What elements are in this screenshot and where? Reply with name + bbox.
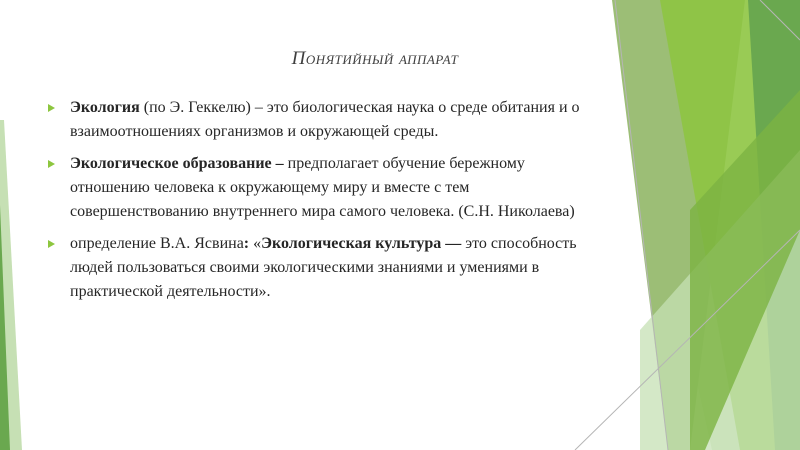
triangle-bullet-icon bbox=[48, 104, 55, 112]
definition-ecology-text: (по Э. Геккелю) – это биологическая наука о среде обитания и о взаимоотношениях организмов и окружающей среды. bbox=[70, 99, 580, 140]
definition-ecology bbox=[44, 96, 604, 144]
quote-open: « bbox=[249, 235, 262, 252]
definition-eco-education bbox=[44, 152, 604, 224]
triangle-bullet-icon bbox=[48, 240, 55, 248]
slide-title: Понятийный аппарат bbox=[291, 48, 459, 69]
definition-eco-culture-colon: : bbox=[243, 235, 250, 252]
term-eco-culture: Экологическая культура — bbox=[261, 235, 462, 252]
definition-list bbox=[44, 96, 604, 312]
term-eco-education: Экологическое образование – bbox=[70, 155, 284, 172]
definition-eco-culture bbox=[44, 232, 604, 304]
definition-eco-culture-text: это способность людей пользоваться своими экологическими знаниями и умениями в практической деятельности». bbox=[70, 235, 577, 300]
definition-eco-culture-prefix: определение В.А. Ясвина bbox=[70, 235, 244, 252]
term-ecology: Экология bbox=[70, 99, 140, 116]
triangle-bullet-icon bbox=[48, 160, 55, 168]
definition-eco-education-text: предполагает обучение бережному отношению человека к окружающему миру и вместе с тем совершенствованию внутреннего мира самого человека. (С.Н. Николаева) bbox=[70, 155, 575, 220]
